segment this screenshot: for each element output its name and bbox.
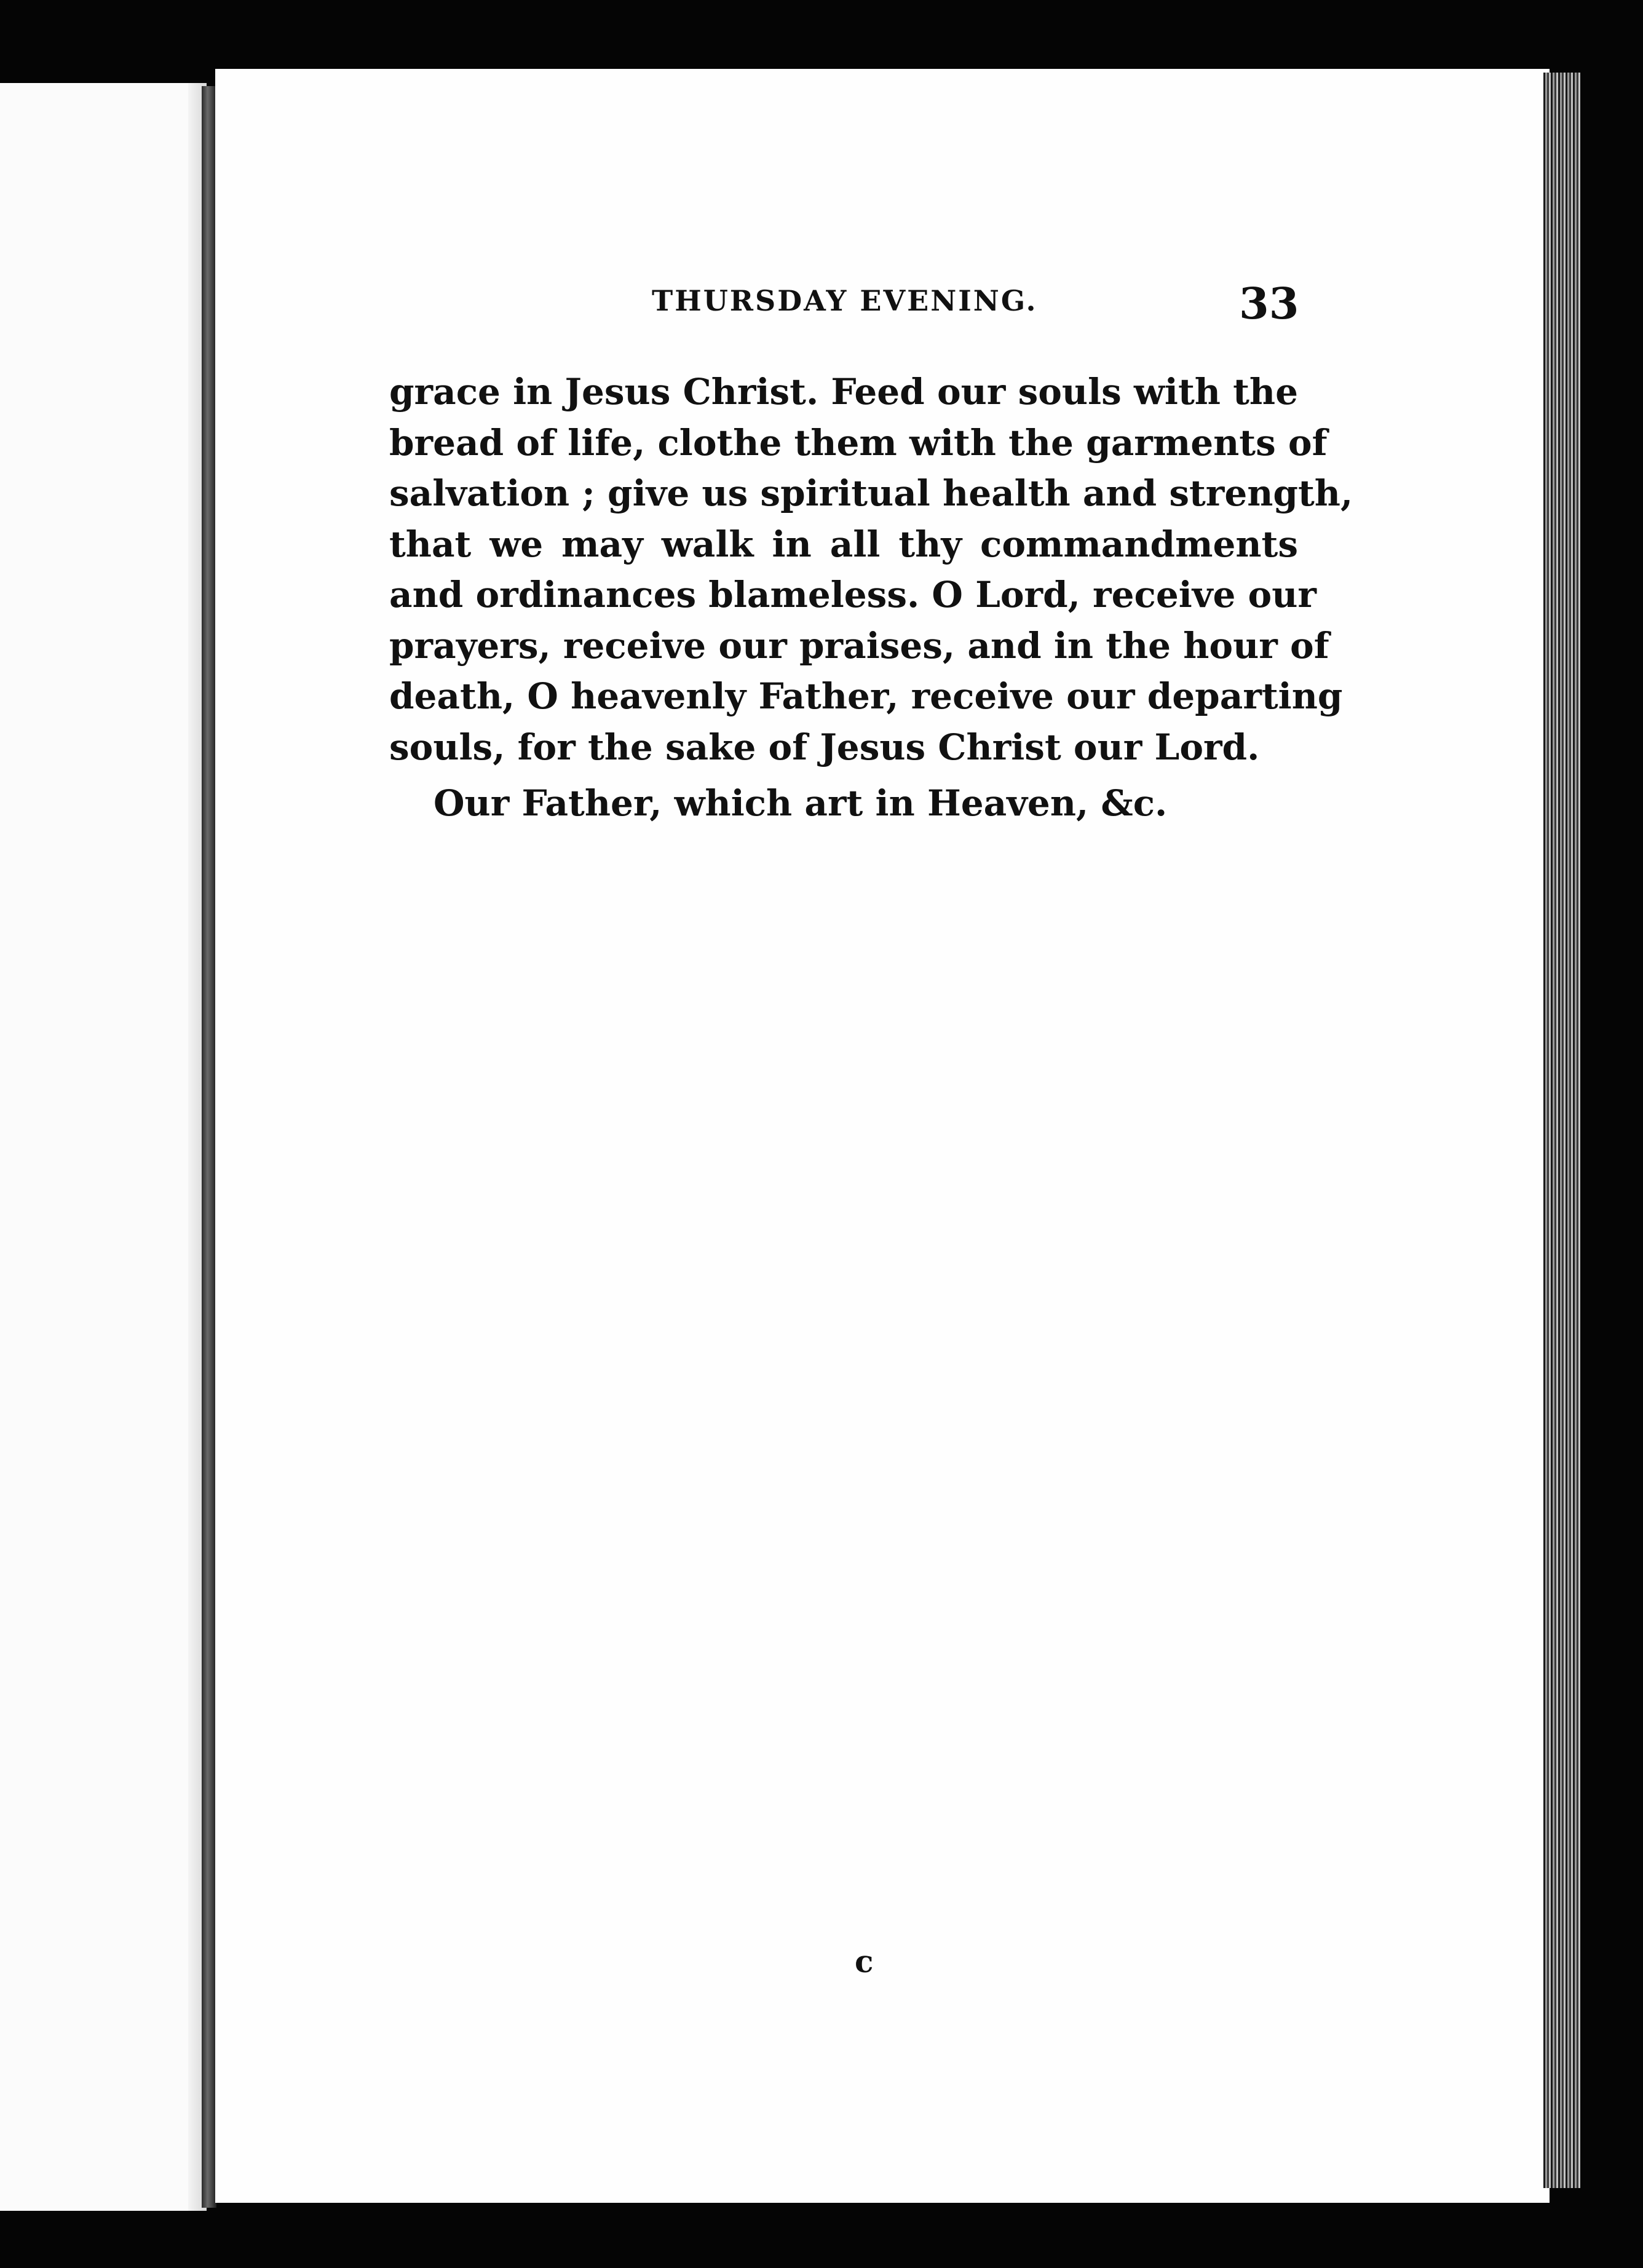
body-text	[389, 367, 1353, 829]
text-line: bread of life, clothe them with the garments of	[389, 421, 1328, 464]
text-line: salvation ; give us spiritual health and strength,	[389, 472, 1353, 514]
signature-mark: c	[855, 1943, 874, 1980]
text-line: death, O heavenly Father, receive our departing	[389, 675, 1343, 717]
lords-prayer-line: Our Father, which art in Heaven, &c.	[434, 782, 1168, 824]
text-line: souls, for the sake of Jesus Christ our Lord.	[389, 726, 1260, 768]
text-line: prayers, receive our praises, and in the hour of	[389, 624, 1329, 667]
text-line: that we may walk in all thy commandments	[389, 523, 1298, 565]
text-line: grace in Jesus Christ. Feed our souls with the	[389, 371, 1298, 413]
page-fore-edge	[1543, 73, 1580, 2188]
running-head: THURSDAY EVENING.	[652, 284, 1038, 317]
page-number: 33	[1239, 278, 1299, 329]
book-gutter	[202, 86, 216, 2208]
left-page-fragment	[0, 83, 207, 2211]
text-line: and ordinances blameless. O Lord, receive our	[389, 574, 1316, 616]
